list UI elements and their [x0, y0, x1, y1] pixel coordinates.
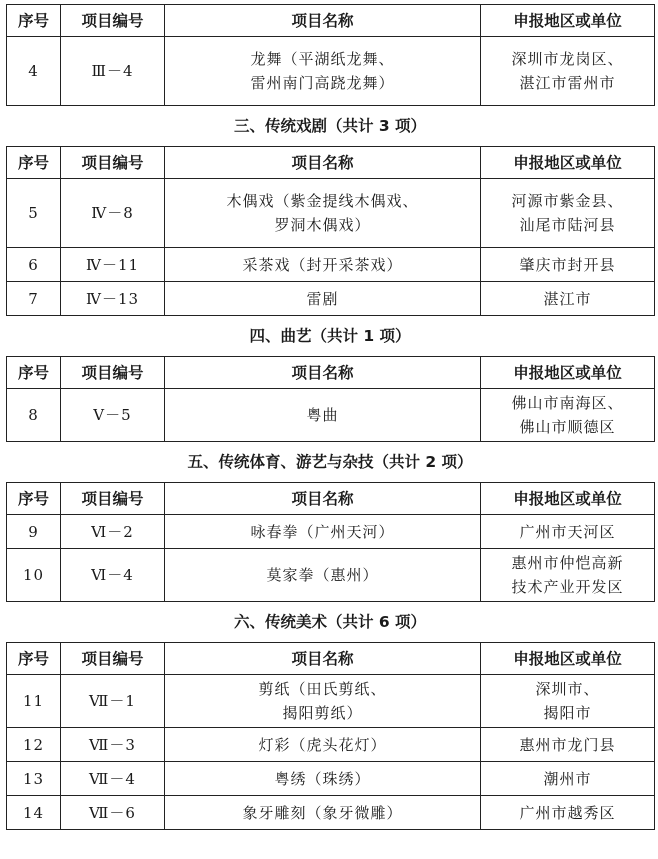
header-seq: 序号 — [7, 483, 61, 515]
project-table-4 — [6, 482, 655, 602]
cell-region-line: 汕尾市陆河县 — [519, 216, 616, 234]
project-table-3 — [6, 356, 655, 442]
cell-region-line: 河源市紫金县、 — [511, 192, 624, 210]
cell-code: Ⅵ－2 — [61, 515, 165, 549]
cell-name — [165, 179, 481, 248]
cell-code: Ⅲ－4 — [61, 37, 165, 106]
section-title-sports-games-acrobatics: 五、传统体育、游艺与杂技（共计 2 项） — [187, 453, 473, 471]
cell-name: 莫家拳（惠州） — [165, 549, 481, 602]
cell-seq: 13 — [7, 762, 61, 796]
cell-name-line: 罗洞木偶戏） — [274, 216, 371, 234]
cell-code: Ⅳ－11 — [61, 248, 165, 282]
cell-seq: 12 — [7, 728, 61, 762]
section-title-quyi: 四、曲艺（共计 1 项） — [249, 327, 411, 345]
cell-seq: 7 — [7, 282, 61, 316]
cell-region: 广州市天河区 — [481, 515, 655, 549]
cell-region: 潮州市 — [481, 762, 655, 796]
table-header-row — [7, 357, 655, 389]
table-row — [7, 796, 655, 830]
cell-name — [165, 675, 481, 728]
cell-region-line: 佛山市顺德区 — [519, 418, 616, 436]
cell-region: 广州市越秀区 — [481, 796, 655, 830]
header-seq: 序号 — [7, 357, 61, 389]
cell-region: 惠州市龙门县 — [481, 728, 655, 762]
cell-code: Ⅳ－13 — [61, 282, 165, 316]
table-row — [7, 549, 655, 602]
cell-name-line: 雷州南门高跷龙舞） — [250, 74, 395, 92]
cell-region-line: 佛山市南海区、 — [511, 394, 624, 412]
cell-region: 湛江市 — [481, 282, 655, 316]
cell-code: Ⅶ－6 — [61, 796, 165, 830]
cell-region-line: 惠州市仲恺高新 — [511, 554, 624, 572]
header-seq: 序号 — [7, 643, 61, 675]
cell-code: Ⅳ－8 — [61, 179, 165, 248]
header-region: 申报地区或单位 — [481, 147, 655, 179]
table-row — [7, 675, 655, 728]
cell-code: Ⅶ－1 — [61, 675, 165, 728]
cell-name-line: 龙舞（平湖纸龙舞、 — [250, 50, 395, 68]
table-row — [7, 728, 655, 762]
table-header-row — [7, 5, 655, 37]
cell-name-line: 揭阳剪纸） — [282, 704, 363, 722]
header-code: 项目编号 — [61, 483, 165, 515]
cell-seq: 14 — [7, 796, 61, 830]
header-region: 申报地区或单位 — [481, 5, 655, 37]
table-header-row — [7, 643, 655, 675]
cell-name: 象牙雕刻（象牙微雕） — [165, 796, 481, 830]
cell-region-line: 深圳市、 — [535, 680, 600, 698]
table-row — [7, 179, 655, 248]
cell-region-line: 技术产业开发区 — [511, 578, 624, 596]
table-row — [7, 282, 655, 316]
cell-name-line: 木偶戏（紫金提线木偶戏、 — [226, 192, 419, 210]
cell-region-line: 湛江市雷州市 — [519, 74, 616, 92]
cell-name: 粤绣（珠绣） — [165, 762, 481, 796]
section-title-traditional-opera: 三、传统戏剧（共计 3 项） — [233, 117, 427, 135]
cell-seq: 11 — [7, 675, 61, 728]
cell-name: 采茶戏（封开采茶戏） — [165, 248, 481, 282]
cell-region — [481, 549, 655, 602]
cell-region — [481, 37, 655, 106]
table-row — [7, 515, 655, 549]
cell-name: 咏春拳（广州天河） — [165, 515, 481, 549]
table-row — [7, 389, 655, 442]
cell-region — [481, 389, 655, 442]
header-region: 申报地区或单位 — [481, 643, 655, 675]
header-code: 项目编号 — [61, 147, 165, 179]
cell-seq: 4 — [7, 37, 61, 106]
table-header-row — [7, 147, 655, 179]
cell-seq: 9 — [7, 515, 61, 549]
section-title-traditional-art: 六、传统美术（共计 6 项） — [233, 613, 427, 631]
cell-name: 灯彩（虎头花灯） — [165, 728, 481, 762]
cell-seq: 10 — [7, 549, 61, 602]
project-table-1 — [6, 4, 655, 106]
project-table-2 — [6, 146, 655, 316]
cell-name: 粤曲 — [165, 389, 481, 442]
header-name: 项目名称 — [165, 5, 481, 37]
header-region: 申报地区或单位 — [481, 483, 655, 515]
table-row — [7, 762, 655, 796]
cell-code: Ⅶ－4 — [61, 762, 165, 796]
cell-code: Ⅵ－4 — [61, 549, 165, 602]
table-row — [7, 37, 655, 106]
cell-region — [481, 675, 655, 728]
cell-name: 雷剧 — [165, 282, 481, 316]
header-name: 项目名称 — [165, 147, 481, 179]
cell-seq: 5 — [7, 179, 61, 248]
cell-region-line: 揭阳市 — [543, 704, 592, 722]
cell-region — [481, 179, 655, 248]
cell-region-line: 深圳市龙岗区、 — [511, 50, 624, 68]
header-code: 项目编号 — [61, 5, 165, 37]
cell-region: 肇庆市封开县 — [481, 248, 655, 282]
cell-seq: 8 — [7, 389, 61, 442]
cell-name-line: 剪纸（田氏剪纸、 — [258, 680, 387, 698]
cell-seq: 6 — [7, 248, 61, 282]
cell-code: Ⅴ－5 — [61, 389, 165, 442]
table-header-row — [7, 483, 655, 515]
cell-code: Ⅶ－3 — [61, 728, 165, 762]
header-name: 项目名称 — [165, 643, 481, 675]
header-seq: 序号 — [7, 147, 61, 179]
header-region: 申报地区或单位 — [481, 357, 655, 389]
cell-name — [165, 37, 481, 106]
header-name: 项目名称 — [165, 483, 481, 515]
header-code: 项目编号 — [61, 643, 165, 675]
header-seq: 序号 — [7, 5, 61, 37]
header-name: 项目名称 — [165, 357, 481, 389]
project-table-5 — [6, 642, 655, 830]
table-row — [7, 248, 655, 282]
header-code: 项目编号 — [61, 357, 165, 389]
